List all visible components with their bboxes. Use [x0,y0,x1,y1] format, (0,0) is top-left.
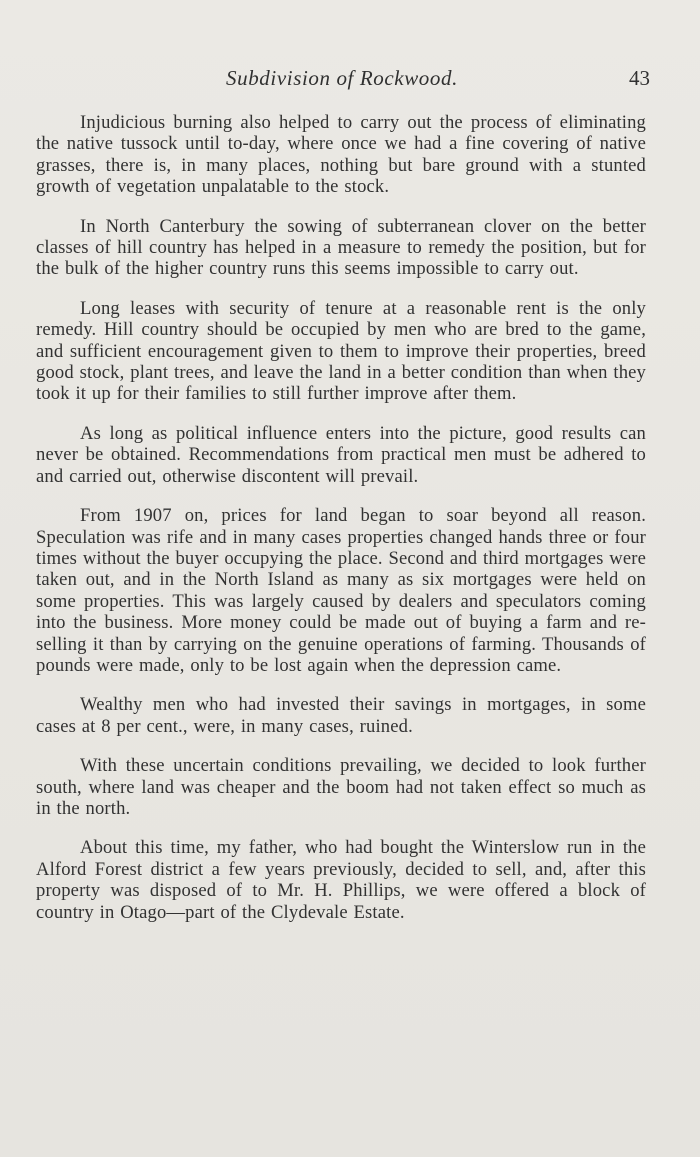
paragraph-clydevale: About this time, my father, who had bought the Winterslow run in the Alford Forest district a few years previously, decided to sell, and, after this property was disposed of to Mr. H. Phillips, we were offered a block of country in Otago—part of the Clydevale Estate. [36,837,646,923]
paragraph-long-leases: Long leases with security of tenure at a reasonable rent is the only remedy. Hill country should be occupied by men who are bred to the game, and sufficient encouragement given to them to improve their properties, breed good stock, plant trees, and leave the land in a better condition than when they took it up for their families to still further improve after them. [36,297,646,405]
running-title: Subdivision of Rockwood. [226,66,458,90]
paragraph-land-prices: From 1907 on, prices for land began to soar beyond all reason. Speculation was rife and in many cases properties changed hands three or four times without the buyer occupying the place. Second and third mortgages were taken out, and in the North Island as many as six mortgages were held on some properties. This was largely caused by dealers and speculators coming into the business. More money could be made out of buying a farm and re-selling it than by carrying on the genuine operations of farming. Thousands of pounds were made, only to be lost again when the depression came. [36,505,647,676]
paragraph-wealthy-men: Wealthy men who had invested their savings in mortgages, in some cases at 8 per cent., were, in many cases, ruined. [36,694,646,737]
body-text [36,112,646,923]
page-number: 43 [629,66,650,90]
paragraph-look-south: With these uncertain conditions prevailing, we decided to look further south, where land was cheaper and the boom had not taken effect so much as in the north. [36,755,646,819]
running-header [0,66,700,98]
paragraph-political-influence: As long as political influence enters into the picture, good results can never be obtained. Recommendations from practical men must be adhered to and carried out, otherwise discontent will prevail. [36,422,646,487]
paragraph-burning: Injudicious burning also helped to carry out the process of eliminating the native tussock until to-day, where once we had a fine covering of native grasses, there is, in many places, nothing but bare ground with a stunted growth of vegetation unpalatable to the stock. [36,112,646,198]
paragraph-north-canterbury: In North Canterbury the sowing of subterranean clover on the better classes of hill country has helped in a measure to remedy the position, but for the bulk of the higher country runs this seems impossible to carry out. [36,215,646,280]
